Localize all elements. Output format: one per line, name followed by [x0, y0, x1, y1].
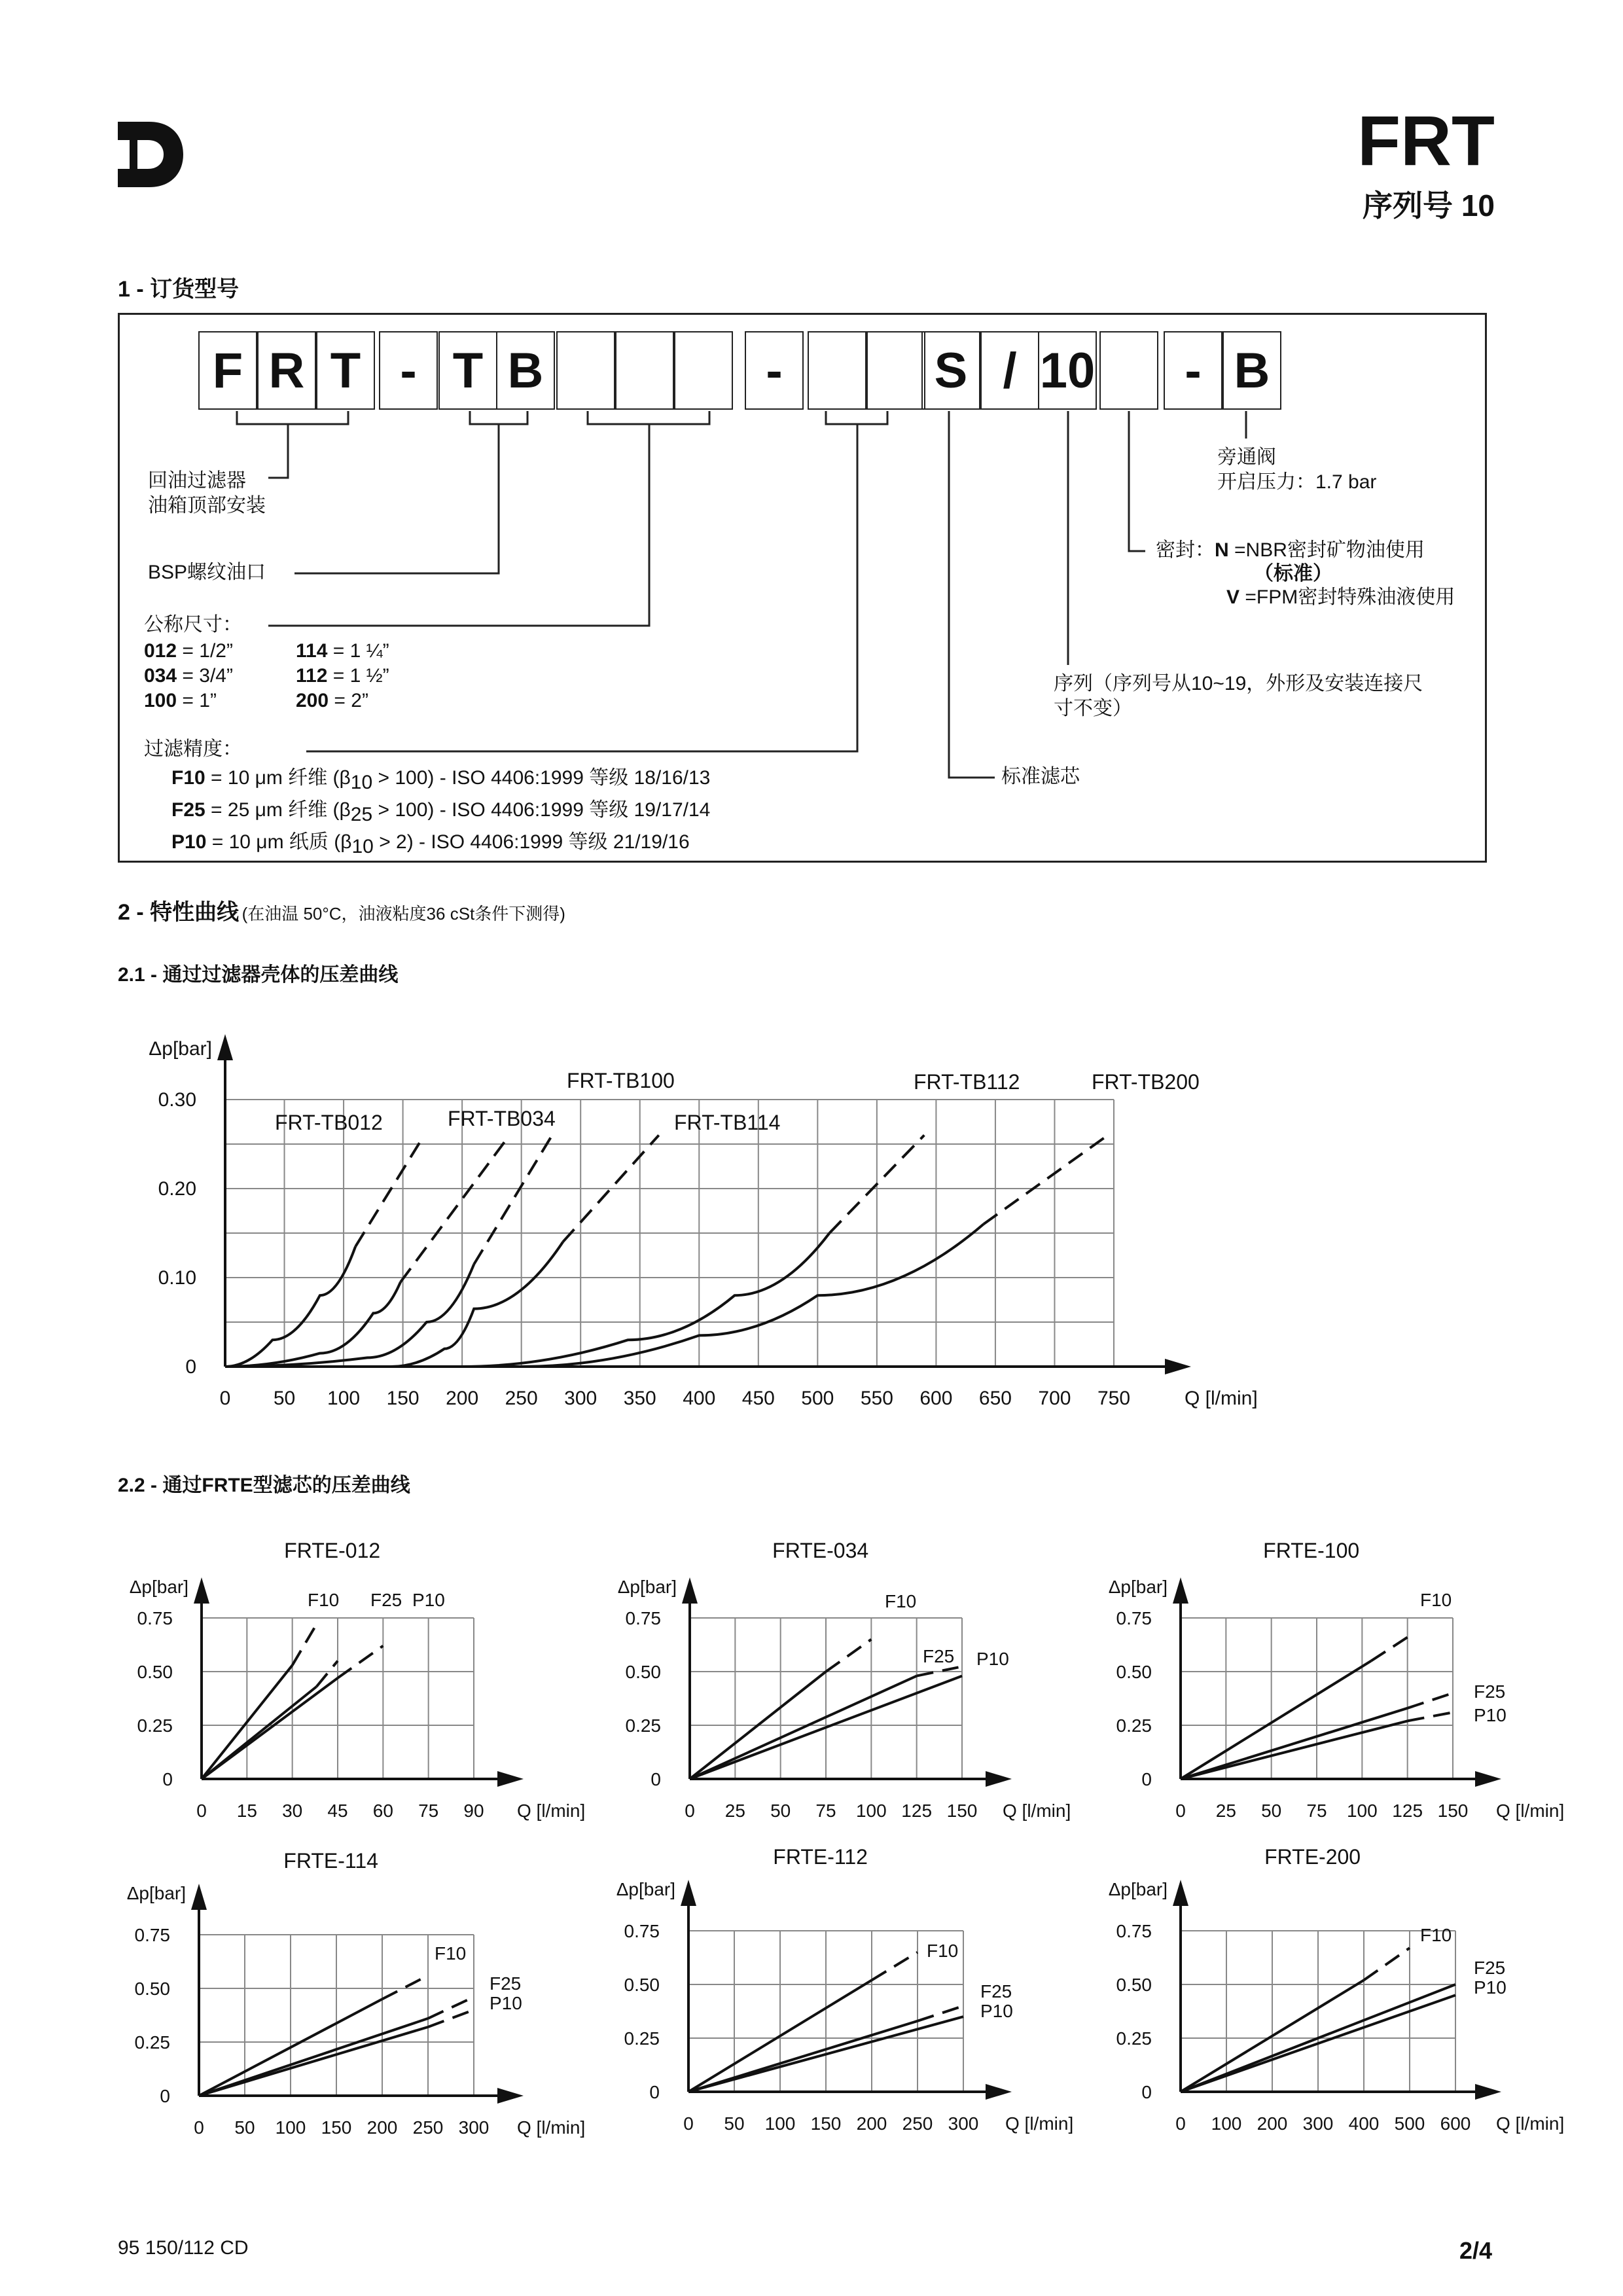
y-tick-label: 0.25 — [1116, 2028, 1152, 2049]
chart-title: FRTE-112 — [773, 1845, 868, 1869]
x-tick-label: 150 — [946, 1801, 978, 1821]
x-tick-label: 0 — [196, 1801, 207, 1821]
y-axis-arrow — [191, 1884, 207, 1910]
series-label: F10 — [435, 1943, 467, 1964]
order-code-cell: B — [496, 331, 555, 410]
x-tick-label: 0 — [1175, 2113, 1186, 2134]
y-axis-arrow — [682, 1577, 698, 1604]
y-tick-label: 0 — [1141, 2082, 1152, 2102]
series-dash-frt-tb034 — [401, 1135, 510, 1282]
size-row: 034 = 3/4” — [144, 665, 233, 687]
x-axis-label: Q [l/min] — [517, 2117, 586, 2138]
size-row: 114 = 1 ¼” — [296, 640, 389, 662]
x-tick-label: 500 — [1394, 2113, 1425, 2134]
element-chart-2 — [618, 1539, 1071, 1821]
chart-title: FRTE-114 — [283, 1849, 378, 1873]
y-tick-label: 0.75 — [625, 1608, 661, 1628]
series-line-frt-tb112 — [225, 1233, 829, 1367]
series-label: P10 — [490, 1993, 522, 2013]
series-dash-f10 — [382, 1975, 428, 1999]
y-tick-label: 0.20 — [158, 1178, 196, 1200]
x-tick-label: 0 — [219, 1388, 231, 1409]
y-axis-arrow — [1173, 1577, 1188, 1604]
x-axis-arrow — [1475, 2084, 1501, 2100]
x-axis-arrow — [497, 2088, 524, 2104]
series-label: F25 — [490, 1973, 522, 1994]
order-code-cell: T — [438, 331, 497, 410]
x-tick-label: 25 — [724, 1801, 745, 1821]
series-label: FRT-TB112 — [914, 1070, 1020, 1094]
order-code-cell: T — [316, 331, 375, 410]
x-axis-arrow — [497, 1771, 524, 1787]
x-tick-label: 450 — [741, 1388, 775, 1409]
series-label: FRT-TB012 — [275, 1111, 383, 1134]
y-tick-label: 0.25 — [137, 1715, 173, 1736]
series-dash-f25 — [428, 1997, 474, 2018]
x-tick-label: 50 — [234, 2117, 255, 2138]
housing-pressure-chart — [149, 1034, 1257, 1409]
x-tick-label: 100 — [855, 1801, 887, 1821]
series-label: P10 — [1474, 1977, 1507, 1998]
series-label: FRT-TB114 — [674, 1111, 781, 1134]
chart-title: FRTE-034 — [772, 1539, 869, 1562]
series-line-f25 — [690, 1676, 917, 1779]
section1-title: 1 - 订货型号 — [118, 277, 240, 302]
section2-2-title: 2.2 - 通过FRTE型滤芯的压差曲线 — [118, 1475, 410, 1496]
annotation-standard-element: 标准滤芯 — [1001, 766, 1080, 787]
x-tick-label: 600 — [919, 1388, 953, 1409]
order-code-cell: S — [921, 331, 980, 410]
x-tick-label: 45 — [327, 1801, 348, 1821]
x-tick-label: 250 — [412, 2117, 444, 2138]
series-dash-f25 — [1408, 1693, 1453, 1708]
x-tick-label: 150 — [321, 2117, 352, 2138]
y-axis-label: Δp[bar] — [617, 1577, 677, 1597]
series-line-p10 — [1181, 1721, 1408, 1779]
x-tick-label: 300 — [1302, 2113, 1334, 2134]
element-chart-5 — [616, 1845, 1074, 2134]
order-code-cell: / — [980, 331, 1039, 410]
x-axis-label: Q [l/min] — [1496, 1801, 1565, 1821]
y-tick-label: 0 — [160, 2086, 170, 2106]
annotation-bypass: 旁通阀 开启压力：1.7 bar — [1217, 446, 1377, 493]
x-tick-label: 0 — [1175, 1801, 1186, 1821]
x-tick-label: 700 — [1038, 1388, 1071, 1409]
y-tick-label: 0.50 — [624, 1975, 660, 1995]
annotation-series: 序列（序列号从10~19，外形及安装连接尺 寸不变） — [1054, 673, 1423, 719]
y-axis-label: Δp[bar] — [1108, 1879, 1168, 1899]
section2-1-title: 2.1 - 通过过滤器壳体的压差曲线 — [118, 964, 399, 986]
series-label: P10 — [980, 2001, 1013, 2021]
y-tick-label: 0 — [649, 2082, 660, 2102]
x-tick-label: 0 — [683, 2113, 694, 2134]
series-dash-f10 — [826, 1640, 871, 1672]
x-tick-label: 400 — [1348, 2113, 1380, 2134]
y-tick-label: 0.25 — [134, 2032, 170, 2053]
y-tick-label: 0.75 — [134, 1925, 170, 1945]
x-tick-label: 300 — [458, 2117, 490, 2138]
series-label: F25 — [980, 1981, 1012, 2001]
series-label: P10 — [412, 1590, 445, 1610]
series-dash-p10 — [1408, 1712, 1453, 1721]
y-tick-label: 0 — [651, 1769, 661, 1789]
y-axis-arrow — [194, 1577, 209, 1604]
series-dash-f10 — [293, 1624, 317, 1665]
filtration-row: F25 = 25 μm 纤维 $(\beta_{25} > 100)$ - ISO 4406:1999 等级 19/17/14 — [171, 799, 711, 825]
y-tick-label: 0.75 — [137, 1608, 173, 1628]
x-tick-label: 350 — [623, 1388, 656, 1409]
series-label: F10 — [1420, 1590, 1452, 1610]
product-code: FRT — [1357, 101, 1495, 180]
y-tick-label: 0.75 — [624, 1921, 660, 1941]
series-dash-p10 — [428, 2010, 474, 2027]
order-code-cell: F — [198, 331, 257, 410]
x-axis-arrow — [986, 2084, 1012, 2100]
chart-title: FRTE-100 — [1263, 1539, 1360, 1562]
annotation-filtration-title: 过滤精度： — [144, 738, 242, 760]
x-tick-label: 75 — [815, 1801, 836, 1821]
y-tick-label: 0.25 — [624, 2028, 660, 2049]
element-chart-4 — [127, 1849, 586, 2138]
element-chart-1 — [130, 1539, 586, 1821]
x-tick-label: 100 — [1211, 2113, 1242, 2134]
series-label: F25 — [370, 1590, 402, 1610]
x-tick-label: 125 — [1392, 1801, 1423, 1821]
annotation-nominal-size-title: 公称尺寸： — [144, 614, 242, 636]
order-code-cell: 10 — [1038, 331, 1097, 410]
order-code-cell: - — [1164, 331, 1222, 410]
x-axis-arrow — [1165, 1359, 1191, 1374]
series-line-f10 — [1181, 1661, 1371, 1779]
series-line-frt-tb200 — [225, 1224, 984, 1367]
annotation-seal-standard: （标准） — [1254, 563, 1332, 584]
size-row: 112 = 1 ½” — [296, 665, 389, 687]
x-tick-label: 200 — [446, 1388, 479, 1409]
x-axis-label: Q [l/min] — [1496, 2113, 1565, 2134]
x-tick-label: 100 — [327, 1388, 361, 1409]
x-tick-label: 250 — [902, 2113, 933, 2134]
x-axis-label: Q [l/min] — [1185, 1388, 1258, 1409]
x-tick-label: 150 — [1437, 1801, 1469, 1821]
y-tick-label: 0.50 — [1116, 1975, 1152, 1995]
x-tick-label: 200 — [366, 2117, 398, 2138]
x-tick-label: 500 — [801, 1388, 834, 1409]
series-dash-frt-tb012 — [355, 1135, 424, 1246]
series-line-frt-tb114 — [225, 1242, 563, 1367]
x-tick-label: 400 — [683, 1388, 716, 1409]
x-tick-label: 75 — [418, 1801, 439, 1821]
series-dash-frt-tb100 — [474, 1135, 552, 1264]
x-tick-label: 650 — [978, 1388, 1012, 1409]
x-tick-label: 200 — [1257, 2113, 1288, 2134]
x-tick-label: 25 — [1215, 1801, 1236, 1821]
x-tick-label: 250 — [505, 1388, 538, 1409]
filtration-row: F10 = 10 μm 纤维 $(\beta_{10} > 100)$ - ISO 4406:1999 等级 18/16/13 — [171, 767, 711, 793]
y-tick-label: 0.50 — [137, 1662, 173, 1682]
y-tick-label: 0 — [1141, 1769, 1152, 1789]
series-label: FRT-TB200 — [1092, 1070, 1200, 1094]
series-label: F10 — [1420, 1925, 1452, 1945]
x-tick-label: 50 — [724, 2113, 745, 2134]
y-tick-label: 0.30 — [158, 1089, 196, 1111]
series-line-frt-tb034 — [225, 1282, 401, 1367]
y-axis-label: Δp[bar] — [126, 1883, 186, 1903]
y-tick-label: 0.25 — [1116, 1715, 1152, 1736]
x-tick-label: 200 — [856, 2113, 887, 2134]
series-line-f25 — [1181, 1708, 1408, 1779]
y-axis-arrow — [217, 1034, 233, 1060]
x-axis-arrow — [1475, 1771, 1501, 1787]
y-tick-label: 0.50 — [625, 1662, 661, 1682]
section2-title-main: 2 - 特性曲线 — [118, 900, 240, 925]
x-tick-label: 100 — [275, 2117, 306, 2138]
y-axis-label: Δp[bar] — [1108, 1577, 1168, 1597]
x-tick-label: 550 — [860, 1388, 893, 1409]
x-axis-arrow — [986, 1771, 1012, 1787]
section2-title-note: (在油温 50°C，油液粘度36 cSt条件下测得) — [241, 904, 565, 924]
chart-title: FRTE-012 — [284, 1539, 381, 1562]
y-tick-label: 0.25 — [625, 1715, 661, 1736]
annotation-seal-v: V =FPM密封特殊油液使用 — [1226, 586, 1455, 608]
series-label: 序列号 10 — [1363, 188, 1495, 223]
x-tick-label: 75 — [1306, 1801, 1327, 1821]
x-tick-label: 100 — [764, 2113, 796, 2134]
x-axis-label: Q [l/min] — [1005, 2113, 1074, 2134]
element-chart-6 — [1109, 1845, 1565, 2134]
y-tick-label: 0 — [185, 1356, 196, 1378]
series-label: FRT-TB100 — [567, 1069, 675, 1092]
annotation-bsp: BSP螺纹油口 — [148, 562, 266, 583]
x-tick-label: 0 — [685, 1801, 695, 1821]
doc-number: 95 150/112 CD — [118, 2237, 249, 2259]
x-axis-label: Q [l/min] — [1003, 1801, 1071, 1821]
y-tick-label: 0.10 — [158, 1267, 196, 1289]
order-code-cell: B — [1222, 331, 1281, 410]
order-code-cell: - — [745, 331, 804, 410]
y-axis-arrow — [1173, 1880, 1188, 1906]
x-tick-label: 90 — [463, 1801, 484, 1821]
series-label: F25 — [923, 1646, 955, 1666]
series-line-p10 — [199, 2027, 428, 2096]
x-tick-label: 100 — [1346, 1801, 1378, 1821]
y-axis-label: Δp[bar] — [129, 1577, 188, 1597]
x-tick-label: 300 — [948, 2113, 979, 2134]
series-dash-frt-tb200 — [984, 1135, 1108, 1224]
y-axis-arrow — [681, 1880, 696, 1906]
y-axis-label: Δp[bar] — [616, 1879, 675, 1899]
y-tick-label: 0.50 — [134, 1979, 170, 1999]
x-tick-label: 30 — [282, 1801, 303, 1821]
annotation-return-filter: 回油过滤器 油箱顶部安装 — [148, 470, 266, 516]
series-dash-f10 — [1364, 1948, 1410, 1980]
element-chart-3 — [1109, 1539, 1565, 1821]
order-code-cell: R — [257, 331, 316, 410]
annotation-seal: 密封：N =NBR密封矿物油使用 — [1156, 539, 1425, 561]
x-tick-label: 300 — [564, 1388, 597, 1409]
series-label: F25 — [1474, 1958, 1506, 1978]
x-tick-label: 600 — [1440, 2113, 1471, 2134]
size-row: 200 = 2” — [296, 690, 368, 711]
series-label: F25 — [1474, 1681, 1506, 1702]
series-label: P10 — [1474, 1705, 1507, 1725]
order-code-cell: - — [379, 331, 438, 410]
series-label: FRT-TB034 — [448, 1107, 556, 1130]
x-tick-label: 750 — [1097, 1388, 1131, 1409]
x-tick-label: 0 — [194, 2117, 204, 2138]
x-tick-label: 15 — [236, 1801, 257, 1821]
y-tick-label: 0.75 — [1116, 1608, 1152, 1628]
series-label: P10 — [976, 1649, 1009, 1669]
y-tick-label: 0.75 — [1116, 1921, 1152, 1941]
x-tick-label: 50 — [770, 1801, 791, 1821]
series-label: F10 — [885, 1591, 917, 1611]
page-number: 2/4 — [1459, 2237, 1492, 2264]
x-tick-label: 150 — [386, 1388, 419, 1409]
x-axis-label: Q [l/min] — [517, 1801, 586, 1821]
x-tick-label: 50 — [273, 1388, 296, 1409]
series-label: F10 — [308, 1590, 340, 1610]
y-tick-label: 0 — [162, 1769, 173, 1789]
x-tick-label: 150 — [810, 2113, 842, 2134]
x-tick-label: 50 — [1261, 1801, 1282, 1821]
x-tick-label: 125 — [901, 1801, 933, 1821]
y-tick-label: 0.50 — [1116, 1662, 1152, 1682]
x-tick-label: 60 — [372, 1801, 393, 1821]
filtration-row: P10 = 10 μm 纸质 $(\beta_{10} > 2)$ - ISO 4406:1999 等级 21/19/16 — [171, 831, 690, 857]
size-row: 012 = 1/2” — [144, 640, 233, 662]
y-axis-label: Δp[bar] — [149, 1038, 212, 1060]
series-dash-f10 — [1371, 1638, 1408, 1661]
series-dash-f10 — [872, 1952, 918, 1981]
series-label: F10 — [927, 1941, 959, 1961]
series-dash-f25 — [317, 1661, 338, 1687]
size-row: 100 = 1” — [144, 690, 217, 711]
chart-title: FRTE-200 — [1264, 1845, 1361, 1869]
series-dash-p10 — [338, 1646, 383, 1678]
